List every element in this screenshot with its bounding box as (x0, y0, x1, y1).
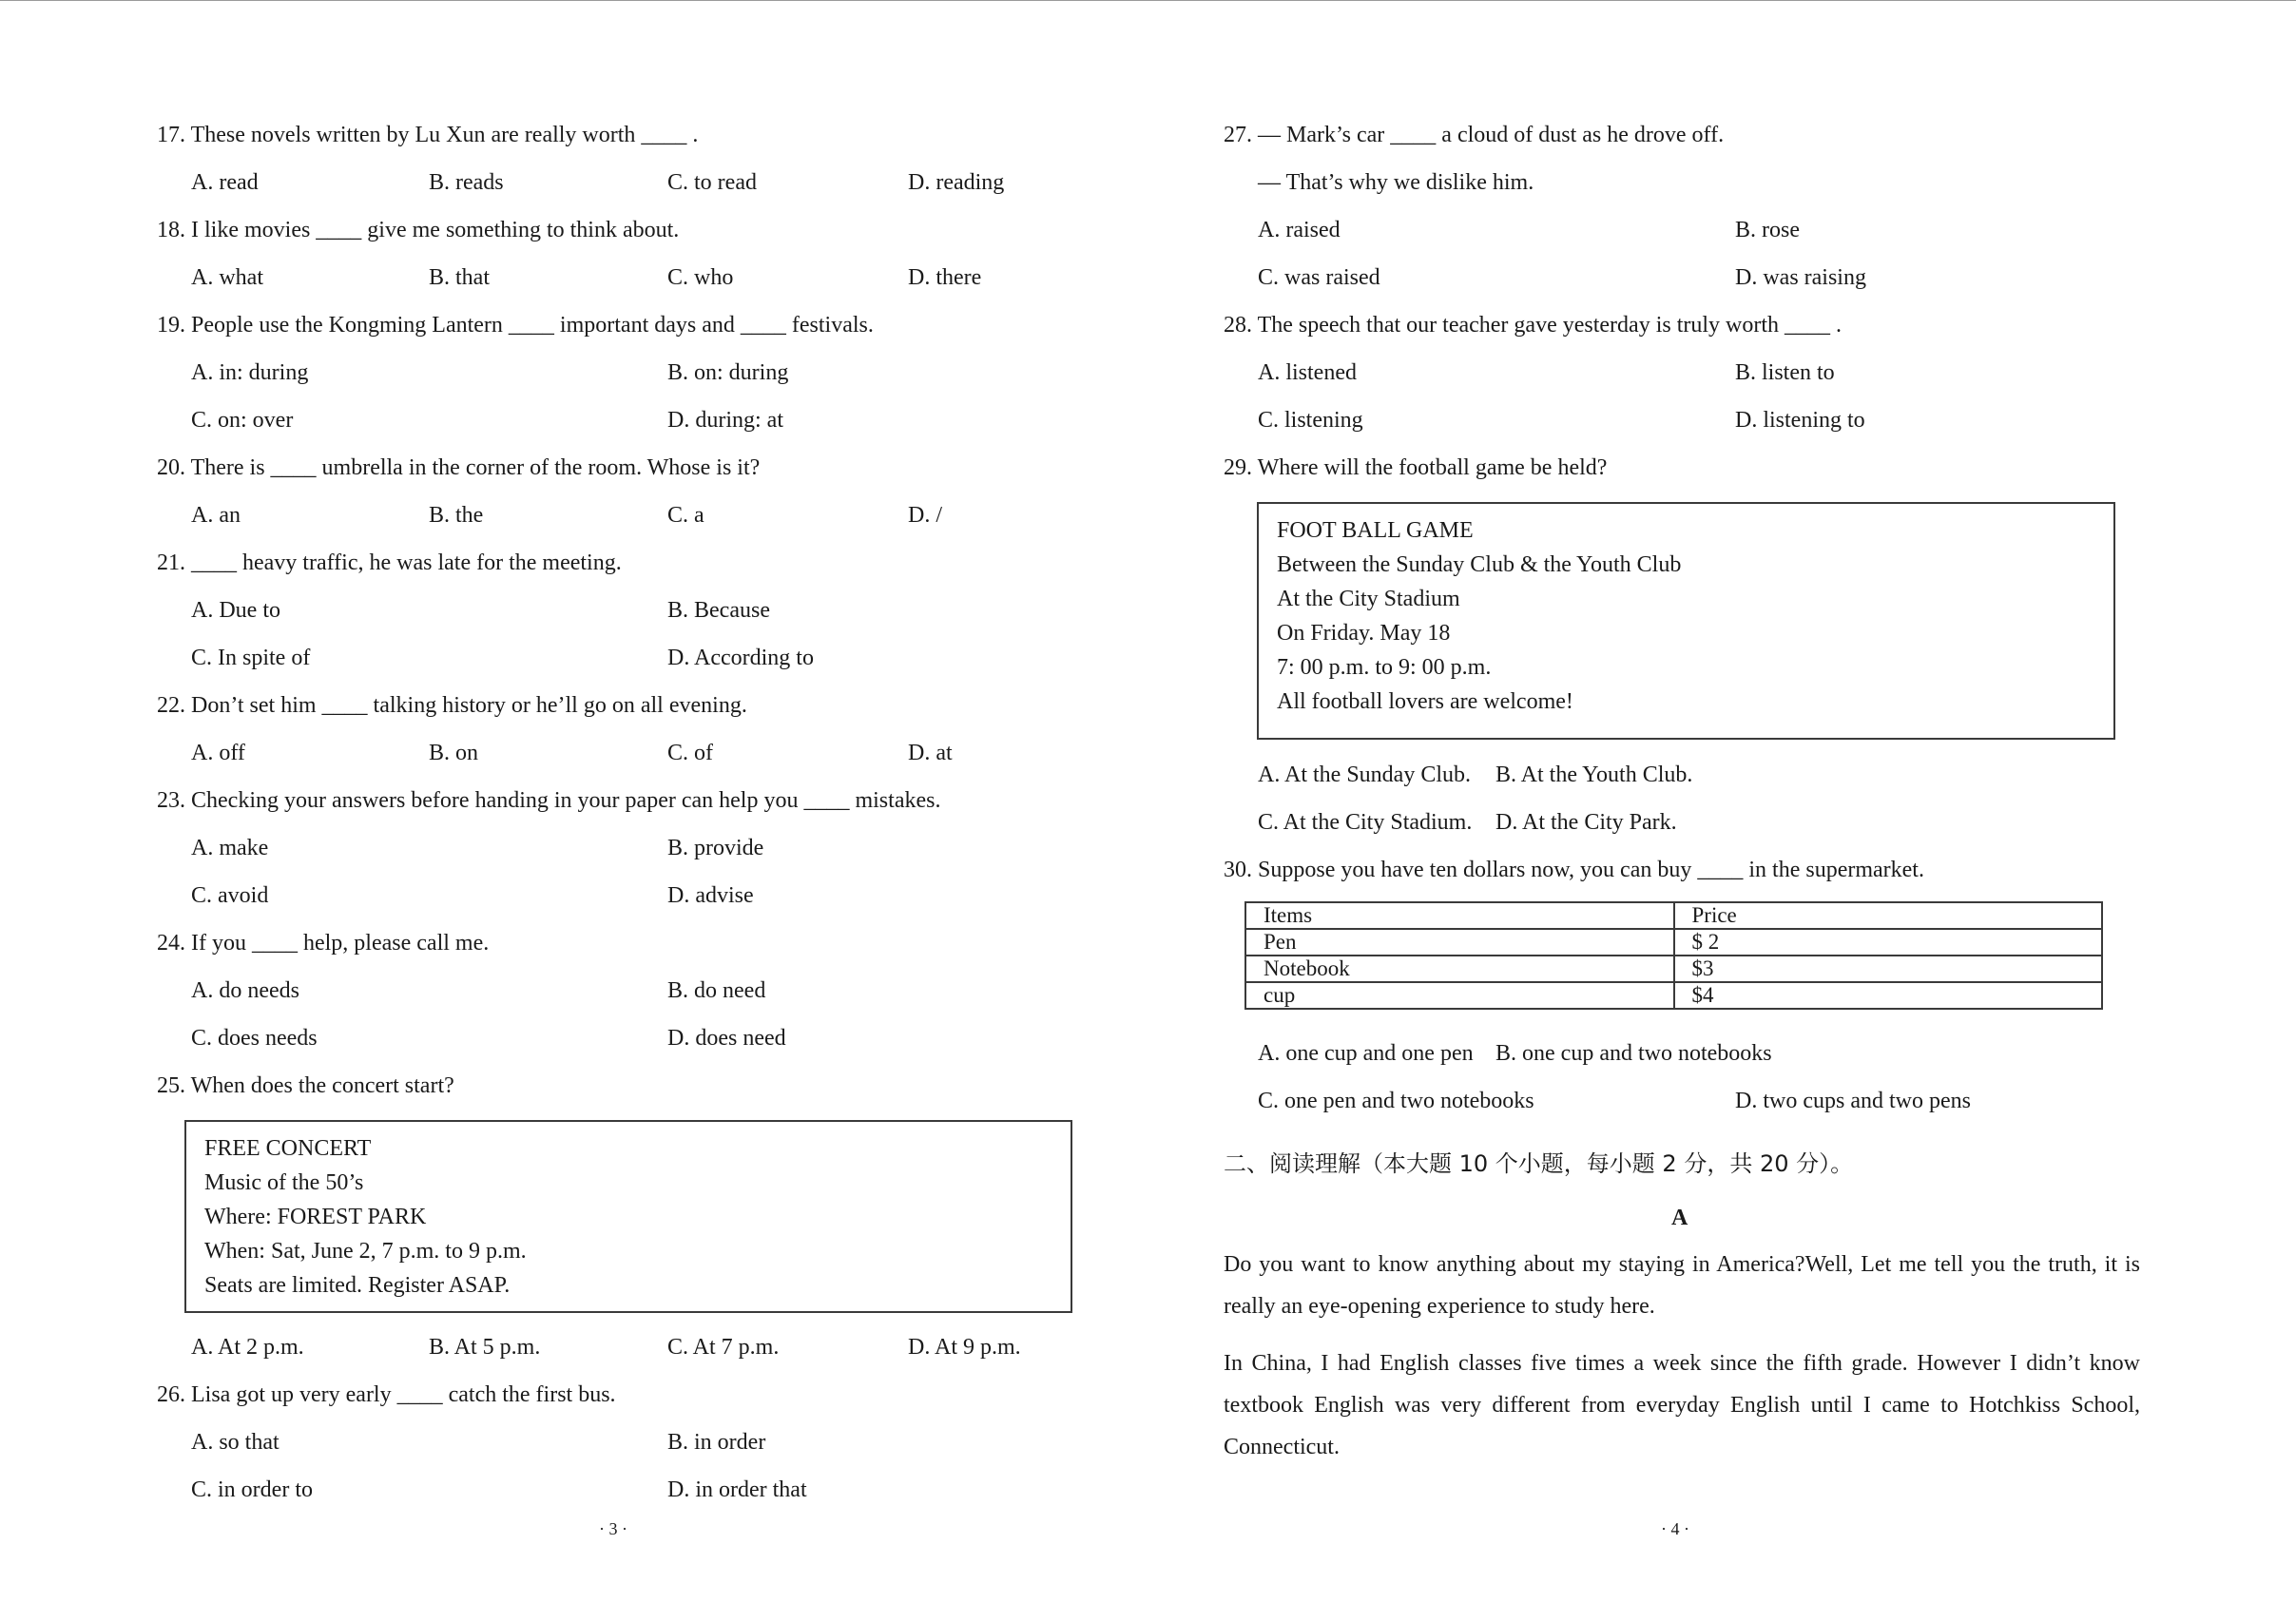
q27-option-b: B. rose (1735, 218, 1800, 242)
q26-option-d: D. in order that (667, 1477, 807, 1502)
notice-line: All football lovers are welcome! (1277, 689, 1573, 714)
football-notice-box (1257, 502, 2115, 740)
question-21-stem: 21. ____ heavy traffic, he was late for the meeting. (157, 550, 622, 575)
notice-line: 7: 00 p.m. to 9: 00 p.m. (1277, 655, 1492, 680)
question-23-stem: 23. Checking your answers before handing in your paper can help you ____ mistakes. (157, 788, 941, 813)
table-cell: $4 (1674, 982, 2103, 1009)
section-title: 二、阅读理解（本大题 10 个小题，每小题 2 分，共 20 分）。 (1224, 1150, 1854, 1177)
question-27-stem: 27. — Mark’s car ____ a cloud of dust as he drove off. (1224, 123, 1725, 147)
q23-option-c: C. avoid (191, 883, 269, 908)
notice-line: Seats are limited. Register ASAP. (204, 1273, 511, 1298)
q25-option-a: A. At 2 p.m. (191, 1335, 304, 1360)
q30-option-b: B. one cup and two notebooks (1495, 1041, 1772, 1066)
q24-option-b: B. do need (667, 978, 766, 1003)
question-18-stem: 18. I like movies ____ give me something to think about. (157, 218, 680, 242)
question-28-stem: 28. The speech that our teacher gave yesterday is truly worth ____ . (1224, 313, 1843, 338)
notice-line: When: Sat, June 2, 7 p.m. to 9 p.m. (204, 1239, 527, 1264)
q25-option-b: B. At 5 p.m. (429, 1335, 541, 1360)
passage-paragraph-1: Do you want to know anything about my staying in America?Well, Let me tell you the truth, it is really an eye-opening experience to study here. (1224, 1252, 2140, 1319)
table-row (1245, 929, 2102, 956)
q28-option-d: D. listening to (1735, 408, 1865, 433)
passage-paragraph-2: In China, I had English classes five times a week since the fifth grade. However I didn’t know textbook English was very different from everyday English until I came to Hotchkiss School, Connecticut. (1224, 1351, 2140, 1459)
q17-option-b: B. reads (429, 170, 504, 195)
question-19-stem: 19. People use the Kongming Lantern ____ important days and ____ festivals. (157, 313, 874, 338)
q17-option-d: D. reading (908, 170, 1005, 195)
q19-option-a: A. in: during (191, 360, 309, 385)
q22-option-d: D. at (908, 741, 953, 765)
q25-option-c: C. At 7 p.m. (667, 1335, 780, 1360)
question-25-stem: 25. When does the concert start? (157, 1073, 454, 1098)
question-24-stem: 24. If you ____ help, please call me. (157, 931, 490, 956)
passage-label: A (1671, 1206, 1688, 1230)
q24-option-d: D. does need (667, 1026, 786, 1051)
table-cell: cup (1245, 982, 1674, 1009)
notice-line: Where: FOREST PARK (204, 1205, 427, 1229)
q22-option-a: A. off (191, 741, 245, 765)
table-row (1245, 902, 2102, 929)
question-27-stem-reply: — That’s why we dislike him. (1258, 170, 1534, 195)
q17-option-c: C. to read (667, 170, 757, 195)
table-header-cell: Price (1674, 902, 2103, 929)
table-row (1245, 956, 2102, 982)
q27-option-d: D. was raising (1735, 265, 1866, 290)
q28-option-c: C. listening (1258, 408, 1363, 433)
page-top-border (0, 0, 2296, 1)
question-20-stem: 20. There is ____ umbrella in the corner of the room. Whose is it? (157, 455, 761, 480)
q29-option-a: A. At the Sunday Club. (1258, 763, 1472, 787)
question-26-stem: 26. Lisa got up very early ____ catch the first bus. (157, 1382, 616, 1407)
q20-option-c: C. a (667, 503, 704, 528)
price-table (1244, 901, 2103, 1010)
q18-option-b: B. that (429, 265, 490, 290)
concert-notice-box (184, 1120, 1072, 1313)
q24-option-a: A. do needs (191, 978, 299, 1003)
q26-option-c: C. in order to (191, 1477, 313, 1502)
notice-line: FREE CONCERT (204, 1136, 372, 1161)
q21-option-d: D. According to (667, 646, 814, 670)
notice-line: FOOT BALL GAME (1277, 518, 1474, 543)
q18-option-c: C. who (667, 265, 734, 290)
question-22-stem: 22. Don’t set him ____ talking history or he’ll go on all evening. (157, 693, 747, 718)
q23-option-a: A. make (191, 836, 269, 860)
q29-option-d: D. At the City Park. (1495, 810, 1677, 835)
q28-option-b: B. listen to (1735, 360, 1835, 385)
q22-option-b: B. on (429, 741, 479, 765)
q21-option-a: A. Due to (191, 598, 280, 623)
q30-option-d: D. two cups and two pens (1735, 1089, 1971, 1113)
q21-option-b: B. Because (667, 598, 770, 623)
q18-option-d: D. there (908, 265, 982, 290)
q21-option-c: C. In spite of (191, 646, 311, 670)
q29-option-b: B. At the Youth Club. (1495, 763, 1693, 787)
notice-line: Between the Sunday Club & the Youth Club (1277, 552, 1682, 577)
q20-option-d: D. / (908, 503, 942, 528)
q18-option-a: A. what (191, 265, 263, 290)
table-cell: Pen (1245, 929, 1674, 956)
notice-line: At the City Stadium (1277, 587, 1460, 611)
q30-option-a: A. one cup and one pen (1258, 1041, 1474, 1066)
question-29-stem: 29. Where will the football game be held? (1224, 455, 1608, 480)
q20-option-b: B. the (429, 503, 484, 528)
table-cell: $ 2 (1674, 929, 2103, 956)
q28-option-a: A. listened (1258, 360, 1357, 385)
q19-option-c: C. on: over (191, 408, 294, 433)
q17-option-a: A. read (191, 170, 259, 195)
page-number: · 4 · (1661, 1519, 1689, 1538)
question-30-stem: 30. Suppose you have ten dollars now, you can buy ____ in the supermarket. (1224, 858, 1924, 882)
table-cell: $3 (1674, 956, 2103, 982)
q27-option-c: C. was raised (1258, 265, 1380, 290)
table-header-cell: Items (1245, 902, 1674, 929)
q23-option-d: D. advise (667, 883, 754, 908)
q22-option-c: C. of (667, 741, 713, 765)
q30-option-c: C. one pen and two notebooks (1258, 1089, 1534, 1113)
q20-option-a: A. an (191, 503, 241, 528)
q24-option-c: C. does needs (191, 1026, 318, 1051)
notice-line: On Friday. May 18 (1277, 621, 1451, 646)
q27-option-a: A. raised (1258, 218, 1341, 242)
table-cell: Notebook (1245, 956, 1674, 982)
q19-option-d: D. during: at (667, 408, 783, 433)
table-row (1245, 982, 2102, 1009)
notice-line: Music of the 50’s (204, 1170, 364, 1195)
q26-option-a: A. so that (191, 1430, 280, 1455)
page-number: · 3 · (599, 1519, 627, 1538)
q29-option-c: C. At the City Stadium. (1258, 810, 1473, 835)
q23-option-b: B. provide (667, 836, 764, 860)
q25-option-d: D. At 9 p.m. (908, 1335, 1021, 1360)
q26-option-b: B. in order (667, 1430, 766, 1455)
q19-option-b: B. on: during (667, 360, 789, 385)
question-17-stem: 17. These novels written by Lu Xun are really worth ____ . (157, 123, 699, 147)
